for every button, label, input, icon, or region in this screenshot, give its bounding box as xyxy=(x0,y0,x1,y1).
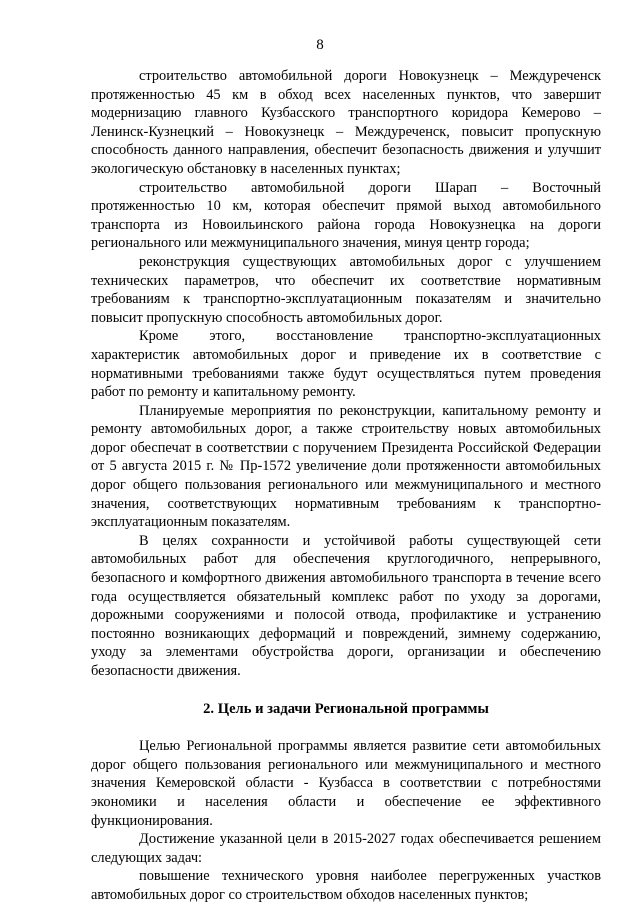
paragraph-goal: Целью Региональной программы является развитие сети автомобильных дорог общего пользования регионального или межмуниципального и местного значения Кемеровской области - Кузбасса в соответствии с потребностями экономики и населения области и обеспечение ее эффективного функционирования. xyxy=(91,738,601,829)
paragraph-task-1: повышение технического уровня наиболее перегруженных участков автомобильных дорог со строительством обходов населенных пунктов; xyxy=(91,868,601,903)
paragraph-novokuznetsk-road: строительство автомобильной дороги Новокузнецк – Междуреченск протяженностью 45 км в обход всех населенных пунктов, что завершит модернизацию главного Кузбасского транспортного коридора Кемерово – Ленинск-Кузнецкий – Новокузнецк – Междуреченск, повысит пропускную способность данного направления, обеспечит безопасность движения и улучшит экологическую обстановку в населенных пунктах; xyxy=(91,68,601,177)
paragraph-restoration: Кроме этого, восстановление транспортно-эксплуатационных характеристик автомобильных дорог и приведение их в соответствие с нормативными требованиями также будут осуществляться путем проведения работ по ремонту и капитальному ремонту. xyxy=(91,328,601,401)
section-heading: 2. Цель и задачи Региональной программы xyxy=(203,700,489,717)
document-body xyxy=(91,67,601,905)
paragraph-planned-measures: Планируемые мероприятия по реконструкции, капитальному ремонту и ремонту автомобильных дорог, а также строительству новых автомобильных дорог обеспечат в соответствии с поручением Президента Российской Федерации от 5 августа 2015 г. № Пр-1572 увеличение доли протяженности автомобильных дорог общего пользования регионального или межмуниципального и местного значения, соответствующих нормативным требованиям к транспортно-эксплуатационным показателям. xyxy=(91,402,601,531)
paragraph-reconstruction: реконструкция существующих автомобильных дорог с улучшением технических параметров, что обеспечит их соответствие нормативным требованиям к транспортно-эксплуатационным показателям и значительно повысит пропускную способность автомобильных дорог. xyxy=(91,253,601,326)
paragraph-tasks-intro: Достижение указанной цели в 2015-2027 годах обеспечивается решением следующих задач: xyxy=(91,831,601,866)
paragraph-sharap-road: строительство автомобильной дороги Шарап – Восточный протяженностью 10 км, которая обеспечит прямой выход автомобильного транспорта из Новоильинского района города Новокузнецка на дороги регионального или межмуниципального значения, минуя центр города; xyxy=(91,179,601,252)
page-number: 8 xyxy=(316,37,324,53)
paragraph-maintenance: В целях сохранности и устойчивой работы существующей сети автомобильных работ для обеспечения круглогодичного, непрерывного, безопасного и комфортного движения автомобильного транспорта в течение всего года осуществляется обязательный комплекс работ по уходу за дорогами, дорожными сооружениями и полосой отвода, профилактике и устранению постоянно возникающих деформаций и повреждений, зимнему содержанию, уходу за элементами обустройства дороги, организации и обеспечению безопасности движения. xyxy=(91,532,601,679)
